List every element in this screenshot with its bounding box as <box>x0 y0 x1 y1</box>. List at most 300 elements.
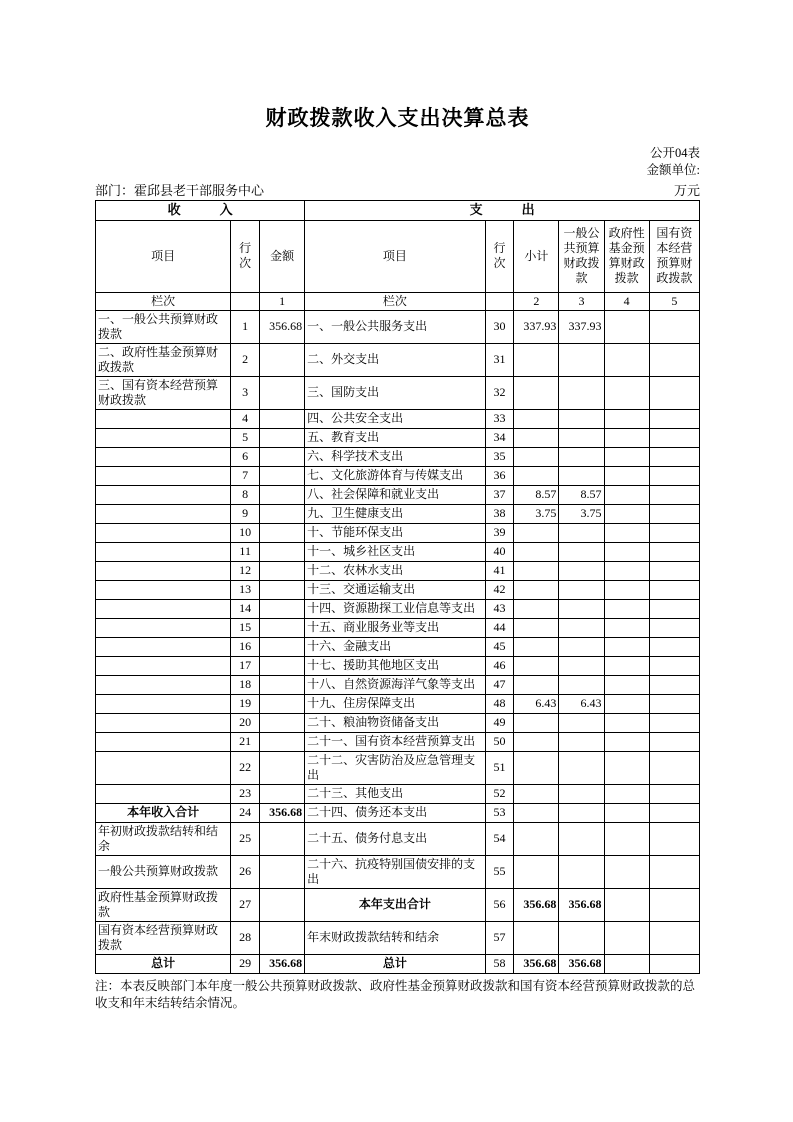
income-line-no: 21 <box>231 732 260 751</box>
expense-line-no: 37 <box>485 485 514 504</box>
expense-line-no: 56 <box>485 888 514 921</box>
table-row <box>96 580 700 599</box>
expense-item: 二十五、债务付息支出 <box>305 822 485 855</box>
expense-item: 二十四、债务还本支出 <box>305 803 485 822</box>
expense-line-no: 38 <box>485 504 514 523</box>
income-item <box>96 732 231 751</box>
expense-item: 十六、金融支出 <box>305 637 485 656</box>
govt-fund-header: 政府性基金预算财政拨款 <box>604 220 649 292</box>
expense-line-no: 46 <box>485 656 514 675</box>
expense-state-capital <box>649 447 699 466</box>
table-row <box>96 921 700 954</box>
expense-subtotal <box>514 447 559 466</box>
expense-subtotal <box>514 921 559 954</box>
expense-govt-fund <box>604 310 649 343</box>
final-accounts-table <box>95 200 700 974</box>
income-amount <box>260 447 305 466</box>
table-row <box>96 428 700 447</box>
expense-line-no: 50 <box>485 732 514 751</box>
income-line-no: 22 <box>231 751 260 784</box>
expense-item: 六、科学技术支出 <box>305 447 485 466</box>
expense-general-budget: 6.43 <box>559 694 604 713</box>
income-line-no: 2 <box>231 343 260 376</box>
footnote: 注：本表反映部门本年度一般公共预算财政拨款、政府性基金预算财政拨款和国有资本经营预算财政拨款的总收支和年末结转结余情况。 <box>95 978 696 1011</box>
expense-govt-fund <box>604 784 649 803</box>
income-item <box>96 656 231 675</box>
lanci-col-1: 1 <box>260 292 305 310</box>
table-row <box>96 732 700 751</box>
expense-state-capital <box>649 822 699 855</box>
expense-line-no: 36 <box>485 466 514 485</box>
income-amount <box>260 675 305 694</box>
subtotal-header: 小计 <box>514 220 559 292</box>
expense-state-capital <box>649 954 699 973</box>
expense-general-budget <box>559 784 604 803</box>
expense-govt-fund <box>604 504 649 523</box>
general-budget-header: 一般公共预算财政拨款 <box>559 220 604 292</box>
expense-govt-fund <box>604 954 649 973</box>
expense-govt-fund <box>604 888 649 921</box>
department-row <box>95 180 700 199</box>
income-item: 政府性基金预算财政拨款 <box>96 888 231 921</box>
expense-item: 四、公共安全支出 <box>305 409 485 428</box>
income-amount: 356.68 <box>260 803 305 822</box>
expense-general-budget <box>559 803 604 822</box>
income-item <box>96 637 231 656</box>
income-item: 本年收入合计 <box>96 803 231 822</box>
expense-general-budget <box>559 580 604 599</box>
lanci-expense-line-blank <box>485 292 514 310</box>
income-line-no: 17 <box>231 656 260 675</box>
expense-item: 二十三、其他支出 <box>305 784 485 803</box>
lanci-col-4: 4 <box>604 292 649 310</box>
expense-item: 十、节能环保支出 <box>305 523 485 542</box>
income-item: 二、政府性基金预算财政拨款 <box>96 343 231 376</box>
expense-state-capital <box>649 855 699 888</box>
table-row <box>96 822 700 855</box>
expense-item: 十三、交通运输支出 <box>305 580 485 599</box>
expense-govt-fund <box>604 803 649 822</box>
income-item: 一、一般公共预算财政拨款 <box>96 310 231 343</box>
expense-line-no: 34 <box>485 428 514 447</box>
expense-state-capital <box>649 694 699 713</box>
lanci-col-3: 3 <box>559 292 604 310</box>
income-line-no: 12 <box>231 561 260 580</box>
income-amount <box>260 618 305 637</box>
expense-item: 七、文化旅游体育与传媒支出 <box>305 466 485 485</box>
expense-line-header: 行次 <box>485 220 514 292</box>
lanci-income-line-blank <box>231 292 260 310</box>
income-line-no: 6 <box>231 447 260 466</box>
expense-general-budget: 3.75 <box>559 504 604 523</box>
lanci-income-label: 栏次 <box>96 292 231 310</box>
unit-label: 金额单位: <box>646 162 700 177</box>
expense-line-no: 57 <box>485 921 514 954</box>
income-amount-header: 金额 <box>260 220 305 292</box>
expense-state-capital <box>649 921 699 954</box>
expense-line-no: 35 <box>485 447 514 466</box>
expense-subtotal <box>514 822 559 855</box>
expense-line-no: 48 <box>485 694 514 713</box>
expense-state-capital <box>649 656 699 675</box>
expense-subtotal <box>514 803 559 822</box>
income-amount <box>260 523 305 542</box>
table-row <box>96 784 700 803</box>
expense-general-budget <box>559 921 604 954</box>
expense-general-budget: 337.93 <box>559 310 604 343</box>
expense-item: 本年支出合计 <box>305 888 485 921</box>
income-amount <box>260 637 305 656</box>
expense-subtotal: 3.75 <box>514 504 559 523</box>
income-item <box>96 428 231 447</box>
income-amount: 356.68 <box>260 954 305 973</box>
expense-item: 十五、商业服务业等支出 <box>305 618 485 637</box>
expense-state-capital <box>649 751 699 784</box>
expense-govt-fund <box>604 751 649 784</box>
table-row <box>96 694 700 713</box>
income-amount <box>260 921 305 954</box>
income-item <box>96 523 231 542</box>
expense-state-capital <box>649 376 699 409</box>
expense-subtotal <box>514 732 559 751</box>
expense-item: 五、教育支出 <box>305 428 485 447</box>
table-row <box>96 888 700 921</box>
expense-govt-fund <box>604 618 649 637</box>
income-item: 三、国有资本经营预算财政拨款 <box>96 376 231 409</box>
expense-line-no: 33 <box>485 409 514 428</box>
income-amount <box>260 751 305 784</box>
table-row <box>96 343 700 376</box>
expense-govt-fund <box>604 675 649 694</box>
income-item-header: 项目 <box>96 220 231 292</box>
income-line-no: 8 <box>231 485 260 504</box>
expense-item: 三、国防支出 <box>305 376 485 409</box>
meta-block <box>95 145 700 179</box>
expense-govt-fund <box>604 713 649 732</box>
expense-line-no: 41 <box>485 561 514 580</box>
income-amount <box>260 428 305 447</box>
expense-govt-fund <box>604 732 649 751</box>
income-item <box>96 751 231 784</box>
expense-item: 二十、粮油物资储备支出 <box>305 713 485 732</box>
income-line-no: 11 <box>231 542 260 561</box>
expense-govt-fund <box>604 637 649 656</box>
income-line-no: 16 <box>231 637 260 656</box>
expense-subtotal <box>514 561 559 580</box>
expense-line-no: 40 <box>485 542 514 561</box>
expense-subtotal: 6.43 <box>514 694 559 713</box>
section-header-row <box>96 200 700 220</box>
income-item: 总计 <box>96 954 231 973</box>
expense-govt-fund <box>604 409 649 428</box>
income-amount <box>260 713 305 732</box>
expense-subtotal <box>514 599 559 618</box>
expense-item: 十九、住房保障支出 <box>305 694 485 713</box>
expense-govt-fund <box>604 542 649 561</box>
table-row <box>96 409 700 428</box>
expense-general-budget: 356.68 <box>559 954 604 973</box>
expense-state-capital <box>649 637 699 656</box>
expense-govt-fund <box>604 523 649 542</box>
income-amount <box>260 485 305 504</box>
expense-subtotal <box>514 466 559 485</box>
income-amount <box>260 822 305 855</box>
table-row <box>96 310 700 343</box>
expense-line-no: 45 <box>485 637 514 656</box>
expense-subtotal <box>514 784 559 803</box>
expense-govt-fund <box>604 694 649 713</box>
table-row <box>96 637 700 656</box>
income-line-no: 27 <box>231 888 260 921</box>
table-row <box>96 803 700 822</box>
expense-line-no: 47 <box>485 675 514 694</box>
expense-govt-fund <box>604 656 649 675</box>
expense-govt-fund <box>604 447 649 466</box>
expense-line-no: 55 <box>485 855 514 888</box>
form-number: 公开04表 <box>649 146 700 160</box>
expense-subtotal <box>514 428 559 447</box>
income-item <box>96 542 231 561</box>
expense-item: 一、一般公共服务支出 <box>305 310 485 343</box>
income-amount <box>260 466 305 485</box>
expense-subtotal <box>514 376 559 409</box>
income-item <box>96 447 231 466</box>
expense-state-capital <box>649 888 699 921</box>
page-title: 财政拨款收入支出决算总表 <box>265 106 530 130</box>
income-line-no: 9 <box>231 504 260 523</box>
income-amount <box>260 561 305 580</box>
expense-line-no: 54 <box>485 822 514 855</box>
table-row <box>96 466 700 485</box>
expense-general-budget <box>559 822 604 855</box>
table-row <box>96 504 700 523</box>
expense-line-no: 44 <box>485 618 514 637</box>
expense-state-capital <box>649 523 699 542</box>
income-amount <box>260 656 305 675</box>
expense-state-capital <box>649 713 699 732</box>
expense-subtotal <box>514 343 559 376</box>
expense-item: 二十二、灾害防治及应急管理支出 <box>305 751 485 784</box>
table-row <box>96 855 700 888</box>
state-capital-header: 国有资本经营预算财政拨款 <box>649 220 699 292</box>
income-line-header: 行次 <box>231 220 260 292</box>
expense-state-capital <box>649 485 699 504</box>
table-row <box>96 618 700 637</box>
expense-general-budget <box>559 656 604 675</box>
income-line-no: 23 <box>231 784 260 803</box>
expense-subtotal <box>514 409 559 428</box>
expense-item: 九、卫生健康支出 <box>305 504 485 523</box>
income-line-no: 28 <box>231 921 260 954</box>
income-amount <box>260 376 305 409</box>
income-item <box>96 561 231 580</box>
income-line-no: 7 <box>231 466 260 485</box>
expense-subtotal <box>514 542 559 561</box>
income-item: 国有资本经营预算财政拨款 <box>96 921 231 954</box>
expense-state-capital <box>649 428 699 447</box>
table-row <box>96 485 700 504</box>
expense-state-capital <box>649 784 699 803</box>
expense-subtotal <box>514 656 559 675</box>
income-section-header: 收 入 <box>96 200 305 220</box>
income-amount <box>260 343 305 376</box>
income-line-no: 13 <box>231 580 260 599</box>
income-line-no: 3 <box>231 376 260 409</box>
expense-general-budget <box>559 542 604 561</box>
column-header-row <box>96 220 700 292</box>
income-item <box>96 599 231 618</box>
expense-general-budget <box>559 523 604 542</box>
table-row <box>96 954 700 973</box>
expense-general-budget <box>559 855 604 888</box>
expense-subtotal: 8.57 <box>514 485 559 504</box>
expense-subtotal: 356.68 <box>514 954 559 973</box>
expense-line-no: 43 <box>485 599 514 618</box>
expense-subtotal <box>514 675 559 694</box>
expense-line-no: 39 <box>485 523 514 542</box>
expense-line-no: 42 <box>485 580 514 599</box>
expense-state-capital <box>649 466 699 485</box>
expense-subtotal: 337.93 <box>514 310 559 343</box>
table-row <box>96 523 700 542</box>
income-item <box>96 466 231 485</box>
expense-state-capital <box>649 618 699 637</box>
income-amount <box>260 599 305 618</box>
expense-item: 二十一、国有资本经营预算支出 <box>305 732 485 751</box>
lanci-expense-label: 栏次 <box>305 292 485 310</box>
income-amount <box>260 580 305 599</box>
expense-general-budget <box>559 376 604 409</box>
table-row <box>96 561 700 580</box>
expense-state-capital <box>649 580 699 599</box>
income-amount <box>260 732 305 751</box>
expense-general-budget <box>559 637 604 656</box>
table-body <box>96 310 700 973</box>
income-line-no: 1 <box>231 310 260 343</box>
income-item <box>96 675 231 694</box>
table-row <box>96 751 700 784</box>
expense-item-header: 项目 <box>305 220 485 292</box>
lanci-col-2: 2 <box>514 292 559 310</box>
expense-state-capital <box>649 542 699 561</box>
expense-item: 八、社会保障和就业支出 <box>305 485 485 504</box>
expense-item: 十一、城乡社区支出 <box>305 542 485 561</box>
expense-state-capital <box>649 409 699 428</box>
income-item: 一般公共预算财政拨款 <box>96 855 231 888</box>
income-line-no: 5 <box>231 428 260 447</box>
table-row <box>96 599 700 618</box>
expense-subtotal <box>514 523 559 542</box>
expense-general-budget <box>559 599 604 618</box>
income-line-no: 4 <box>231 409 260 428</box>
table-row <box>96 447 700 466</box>
expense-govt-fund <box>604 485 649 504</box>
expense-item: 十二、农林水支出 <box>305 561 485 580</box>
expense-subtotal <box>514 618 559 637</box>
unit-value: 万元 <box>673 182 700 198</box>
expense-item: 二十六、抗疫特别国债安排的支出 <box>305 855 485 888</box>
expense-state-capital <box>649 561 699 580</box>
income-line-no: 15 <box>231 618 260 637</box>
expense-govt-fund <box>604 855 649 888</box>
expense-govt-fund <box>604 561 649 580</box>
expense-subtotal <box>514 751 559 784</box>
income-amount <box>260 694 305 713</box>
income-amount <box>260 409 305 428</box>
expense-section-header: 支 出 <box>305 200 700 220</box>
income-item <box>96 694 231 713</box>
income-amount <box>260 504 305 523</box>
income-line-no: 20 <box>231 713 260 732</box>
expense-line-no: 53 <box>485 803 514 822</box>
income-line-no: 24 <box>231 803 260 822</box>
table-row <box>96 675 700 694</box>
table-row <box>96 542 700 561</box>
expense-govt-fund <box>604 822 649 855</box>
expense-govt-fund <box>604 376 649 409</box>
expense-general-budget: 356.68 <box>559 888 604 921</box>
table-row <box>96 713 700 732</box>
expense-general-budget <box>559 751 604 784</box>
expense-subtotal: 356.68 <box>514 888 559 921</box>
income-line-no: 29 <box>231 954 260 973</box>
expense-general-budget <box>559 409 604 428</box>
expense-subtotal <box>514 580 559 599</box>
department: 部门：霍邱县老干部服务中心 <box>95 182 265 198</box>
expense-general-budget <box>559 713 604 732</box>
expense-item: 十八、自然资源海洋气象等支出 <box>305 675 485 694</box>
income-item <box>96 504 231 523</box>
expense-item: 总计 <box>305 954 485 973</box>
expense-state-capital <box>649 732 699 751</box>
table-row <box>96 656 700 675</box>
income-item <box>96 485 231 504</box>
expense-item: 年末财政拨款结转和结余 <box>305 921 485 954</box>
expense-subtotal <box>514 855 559 888</box>
income-line-no: 10 <box>231 523 260 542</box>
expense-general-budget <box>559 561 604 580</box>
income-amount <box>260 542 305 561</box>
income-item <box>96 784 231 803</box>
expense-general-budget <box>559 675 604 694</box>
income-item <box>96 580 231 599</box>
expense-general-budget <box>559 428 604 447</box>
expense-line-no: 51 <box>485 751 514 784</box>
expense-govt-fund <box>604 921 649 954</box>
income-line-no: 25 <box>231 822 260 855</box>
expense-general-budget <box>559 447 604 466</box>
income-item <box>96 713 231 732</box>
income-amount: 356.68 <box>260 310 305 343</box>
expense-subtotal <box>514 637 559 656</box>
income-item <box>96 409 231 428</box>
income-line-no: 19 <box>231 694 260 713</box>
expense-line-no: 49 <box>485 713 514 732</box>
expense-general-budget <box>559 732 604 751</box>
expense-line-no: 58 <box>485 954 514 973</box>
expense-state-capital <box>649 599 699 618</box>
table-row <box>96 376 700 409</box>
income-line-no: 18 <box>231 675 260 694</box>
income-amount <box>260 784 305 803</box>
expense-govt-fund <box>604 580 649 599</box>
expense-state-capital <box>649 310 699 343</box>
expense-line-no: 30 <box>485 310 514 343</box>
expense-state-capital <box>649 504 699 523</box>
expense-state-capital <box>649 675 699 694</box>
expense-line-no: 32 <box>485 376 514 409</box>
expense-subtotal <box>514 713 559 732</box>
